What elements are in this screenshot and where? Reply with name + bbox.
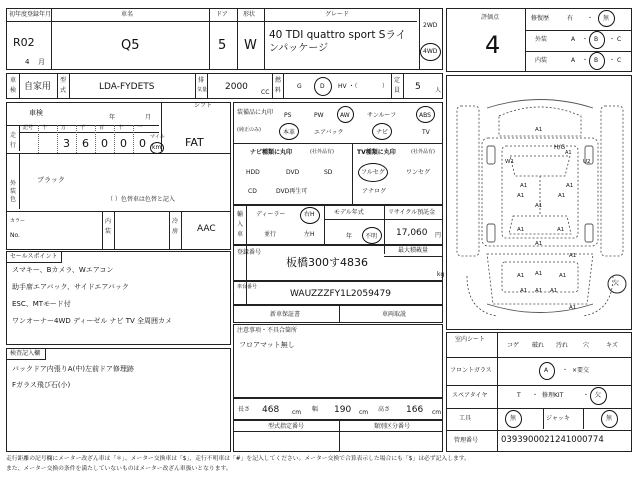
exterior-b: B [594,36,599,43]
displacement-label-1: 排 [198,77,205,84]
damage-mark: A1 [566,183,574,189]
shift-label: シフト [194,102,213,109]
equip-aw: AW [340,112,350,119]
use-value: 自家用 [24,82,52,92]
exterior-label: 外装 [535,36,548,43]
sales-point-3: ESC、MTモード付 [12,300,71,308]
km-label: km [152,144,162,151]
footnote-line-1: 走行距離の記号欄にメーター改ざん車は「＊」、メーター交換車は「$」、走行不明車は「#」を記入してください。メーター交換で合算表示した場合にも「$」は必ず記入します。 [6,456,470,462]
width-value: 190 [334,405,352,415]
fuel-label-2: 料 [275,87,282,94]
aircon-label-2: 房 [172,228,179,235]
reg-no-label: 登録番号 [237,249,262,256]
equip-nav: ナビ [376,129,389,136]
seat-opt-burn: コゲ [507,342,520,349]
nav-type-sub: (社外品有) [310,149,334,155]
damage-mark: U2 [583,159,591,165]
nav-sd: SD [324,169,333,176]
mgmt-number: 0393900021241000774 [501,435,604,445]
reg-no-value: 板橋300す4836 [286,256,368,269]
mileage-digit-header: 万 [61,125,67,131]
damage-mark-center-small: A1 [565,150,572,156]
drive-2wd-label: 2WD [423,22,438,29]
capacity-value: 5 [415,82,421,92]
length-label: 長さ [238,406,251,413]
interior-a: A [571,57,576,64]
model-value: LDA-FYDETS [99,82,155,92]
spare-opt-missing: 欠 [595,392,602,399]
month-unit: 月 [38,58,45,66]
damage-mark: W1 [505,159,514,165]
spare-tire-label: スペアタイヤ [452,392,488,399]
color-label-2: 装 [10,188,17,195]
shape-label: 形状 [243,11,256,18]
yen-unit: 円 [435,232,442,239]
grade-line-1: 40 TDI quattro sport Sライ [269,29,407,41]
inspector-notes-block [6,348,231,452]
kg-unit: kg [437,271,445,278]
mileage-digit-header: 百 [99,125,105,131]
car-name-label: 車名 [121,11,134,18]
import-label-2: 入 [237,221,244,228]
spare-opt-sep-1: ・ [532,392,539,399]
type-cert-block [233,420,443,452]
notes-block [233,324,443,398]
repair-opt-yes: 有 [567,15,574,22]
length-unit: cm [292,409,302,416]
damage-mark: A1 [535,241,543,247]
displacement-value: 2000 [225,82,248,92]
category-label: 類別区分番号 [374,423,411,430]
mileage-digit-header: 十 [118,125,124,131]
damage-mark: A1 [558,193,566,199]
vehicle-manual: 車両取説 [382,311,407,318]
inspector-label: 検査記入欄 [10,350,41,357]
mileage-digit-header: 千 [80,125,86,131]
height-unit: cm [432,409,442,416]
capacity-label-1: 定 [394,77,401,84]
sales-point-1: スマキー、Bカメラ、Wエアコン [12,266,114,274]
car-diagram-block [446,75,632,330]
model-year-label: モデル年式 [334,209,364,216]
car-name-value: Q5 [121,38,140,53]
spare-opt-kit: 修理KIT [542,392,564,399]
damage-mark-center: H/G [554,144,566,151]
nav-dvd-play: DVD再生可 [276,188,308,195]
exterior-c: C [617,36,622,43]
damage-mark: A1 [517,193,525,199]
equip-abs: ABS [419,112,431,119]
score-label: 評価点 [481,14,500,21]
spare-missing-mark: 欠 [613,280,620,287]
mileage-digit: 0 [101,137,108,150]
aircon-label-1: 冷 [172,218,179,225]
seat-opt-hole: 穴 [583,342,590,349]
equip-tv: TV [422,129,430,136]
equip-leather: 本革 [283,129,296,136]
nav-type-title: ナビ種類に丸印 [250,149,293,156]
reg-year-value: R02 [13,36,35,49]
tv-type-sub: (社外品有) [411,149,435,155]
tv-oneseg: ワンセグ [406,169,431,176]
plate-label-2: 検 [10,87,17,94]
color-no-label: カラー [10,218,26,224]
interior-sep-1: ・ [582,57,589,64]
max-load-label: 最大積載量 [398,247,429,254]
damage-mark: A1 [559,273,567,279]
chassis-label: 車台番号 [237,284,258,290]
damage-mark: A1 [520,183,528,189]
spare-opt-sep-2: ・ [583,392,590,399]
length-value: 468 [262,405,280,415]
sales-points-block [6,251,231,345]
mgmt-label: 管理番号 [454,437,479,444]
tv-fullseg: フルセグ [361,169,385,176]
mileage-digit: 3 [63,137,70,150]
recycle-amount: 17,060 [396,228,428,238]
fuel-d: D [320,83,325,90]
color-value: ブラック [37,176,65,184]
footnote-line-2: また、メーター交換の条件を満たしていないものはメーター改ざん車扱いとなります。 [6,466,232,472]
front-glass-a: A [544,367,549,374]
damage-mark: A1 [535,203,543,209]
nav-cd: CD [248,188,257,195]
grades-block [446,8,632,72]
exterior-sep-2: ・ [609,36,616,43]
jack-label: ジャッキ [546,415,570,422]
notes-value: フロアマット無し [239,341,295,349]
doors-value: 5 [218,38,227,53]
grade-label: グレード [325,11,350,18]
shape-value: W [244,38,257,53]
seat-opt-scratch: キズ [606,342,618,349]
import-block [233,205,443,245]
damage-mark: A1 [517,273,525,279]
fuel-label-1: 燃 [275,77,282,84]
fuel-g: G [297,83,302,90]
type-cert-label: 型式指定番号 [268,423,305,430]
interior-c: C [617,57,622,64]
header-block [6,8,443,70]
inspection-month-label: 月 [145,114,152,121]
equip-airbag: エアバック [314,129,344,136]
import-parallel: 並行 [264,231,277,238]
damage-mark: A1 [550,288,558,294]
tv-type-title: TV種類に丸印 [357,149,396,156]
mileage-digit-header: 十 [42,125,48,131]
width-unit: cm [359,409,369,416]
damage-mark: A1 [557,227,565,233]
color-label-3: 色 [10,196,17,203]
model-year-unit: 年 [346,233,353,240]
model-label-1: 型 [60,77,67,84]
model-label-2: 式 [60,87,67,94]
interior-b: B [594,57,599,64]
mileage-label-2: 行 [10,142,17,149]
tools-value: 無 [510,415,517,422]
shift-value: FAT [185,136,204,149]
damage-mark: A1 [517,227,525,233]
interior-sep-2: ・ [609,57,616,64]
damage-mark: A1 [535,288,543,294]
damage-mark: A1 [569,253,577,259]
interior-label-2: 装 [105,228,112,235]
exterior-a: A [571,36,576,43]
import-label-3: 車 [237,231,244,238]
nav-dvd: DVD [286,169,300,176]
right-hand: 右H [304,211,315,218]
mileage-digit: 6 [82,137,89,150]
condition-block [446,332,632,452]
nav-hdd: HDD [246,169,260,176]
registration-block [233,245,443,281]
seat-opt-tear: 破れ [532,342,545,349]
interior-grade-label: 内装 [535,57,548,64]
equip-pw: PW [314,112,324,119]
interior-label-1: 内 [105,218,112,225]
repair-opt-sep: ・ [587,15,594,22]
damage-mark: A1 [520,288,528,294]
damage-mark: A1 [535,127,543,133]
seat-opt-stain: 汚れ [556,342,569,349]
chassis-block [233,281,443,305]
equipment-label: 装備品に丸印 [237,109,274,116]
import-label-1: 輸 [237,211,244,218]
new-warranty: 新車保証書 [270,311,301,318]
jack-value: 無 [606,415,613,422]
plate-label-1: 車 [10,77,17,84]
color-note: （ ）色替車は色替と記入 [107,196,175,203]
cc-unit: CC [261,89,270,96]
equipment-block [233,102,443,205]
left-detail-block [6,102,231,250]
sales-points-label: セールスポイント [10,253,58,260]
drive-4wd-value: 4WD [423,48,438,55]
reg-year-label: 初年度登録年月 [9,11,52,18]
fuel-hv: HV ・（ [338,83,358,90]
exterior-sep-1: ・ [582,36,589,43]
sales-point-2: 助手席エアバック、サイドエアバック [12,283,129,291]
inspection-label: 車検 [29,109,43,117]
equip-sunroof: サンルーフ [367,112,397,119]
dimensions-block [233,398,443,420]
color-label-1: 外 [10,180,17,187]
equipment-label-sub: (純正のみ) [237,127,261,133]
mileage-digit-header: 一 [137,125,143,131]
height-value: 166 [406,405,424,415]
seat-label: 室内シート [455,336,486,343]
inspector-note-2: Fガラス飛び石(小) [12,381,71,389]
sales-point-4: ワンオーナー4WD ディーゼル ナビ TV 全周囲カメ [12,317,173,325]
width-label: 幅 [312,406,319,413]
inspector-note-1: バックドア内張りA(中)左前ドア修理跡 [12,365,134,373]
mile-label: マイル [150,134,165,140]
height-label: 高さ [378,406,391,413]
damage-mark: A1 [569,305,577,311]
documents-block [233,305,443,323]
capacity-unit: 人 [435,87,442,94]
color-no-label-2: No. [10,232,20,239]
capacity-label-2: 員 [394,87,401,94]
mileage-digit: 0 [120,137,127,150]
front-glass-label: フロントガラス [450,367,492,374]
left-hand: 左H [304,231,315,238]
import-dealer: ディーラー [256,211,286,218]
chassis-value: WAUZZZFY1L2059479 [290,289,391,299]
equip-ps: PS [284,112,292,119]
recycle-label: リサイクル預託金 [388,209,436,216]
inspection-year-label: 年 [109,114,116,121]
reg-month-value: 4 [25,58,30,66]
displacement-label-2: 気量 [197,87,208,93]
mileage-digit: 0 [139,137,146,150]
grade-line-2: ンパッケージ [269,43,329,54]
front-glass-sep: ・ [562,367,569,374]
doors-label: ドア [216,11,228,18]
repair-opt-no: 無 [603,15,610,22]
tools-label: 工具 [459,415,472,422]
tv-analog: アナログ [362,188,387,195]
repair-label: 修復歴 [531,15,550,22]
row2-block [6,73,443,99]
aircon-value: AAC [197,224,216,234]
damage-mark: A1 [535,271,543,277]
mileage-digit-header: 記号 [23,125,34,131]
fuel-close: ） [382,83,389,90]
front-glass-replace: ×要交 [572,367,590,374]
spare-opt-t: T [517,392,521,399]
mileage-label-1: 走 [10,132,17,139]
score-value: 4 [485,31,501,59]
model-year-unknown: 不明 [365,233,378,240]
notes-label: 注意事項・不具合箇所 [237,327,298,334]
